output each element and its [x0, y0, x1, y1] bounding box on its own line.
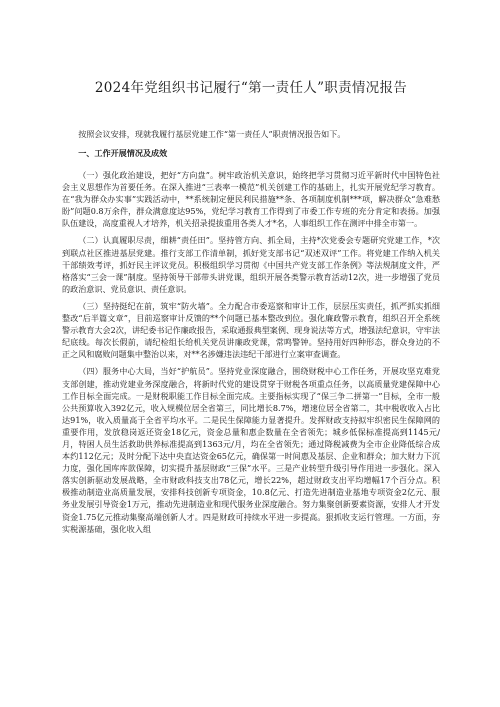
paragraph-duty-performance: （二）认真履职尽责，细耕“责任田”。坚持管方向、抓全局，主持*次党委会专题研究党建工作，*次到联点社区推进基层党建。推行支部工作清单制，抓好党支部书记“双述双评”工作。将党建工作纳入机关干部绩效考评，抓好民主评议党员。积极组织学习贯彻《中国共产党支部工作条例》等法规制度文件，严格落实“三会一课”制度。坚持领导干部带头讲党课，组织开展各类警示教育活动12次，进一步增强了党员的政治意识、党员意识、责任意识。 [62, 235, 440, 294]
intro-paragraph: 按照会议安排，现就我履行基层党建工作“第一责任人”职责情况报告如下。 [78, 129, 346, 139]
report-body [62, 169, 440, 535]
paragraph-political-building: （一）强化政治建设，把好“方向盘”。树牢政治机关意识，始终把学习贯彻习近平新时代中国特色社会主义思想作为首要任务。在深入推进“三表率一模范”机关创建工作的基础上，扎实开展党纪学习教育。在“我为群众办实事”实践活动中，**系统制定便民利民措施**条、各项制度机制***项，解决群众“急难愁盼”问题0.8万余件，群众满意度达95%，党纪学习教育工作得到了市委工作专班的充分肯定和表扬。加强队伍建设，高度重视人才培养，机关招录提拔重用各类人才*名，人事组织工作在测评中排全市第一。 [62, 170, 440, 229]
section-heading: 一、工作开展情况及成效 [78, 148, 168, 158]
paragraph-discipline: （三）坚持挺纪在前，筑牢“防火墙”。全力配合市委巡察和审计工作，层层压实责任，抓严抓实抓细整改“后半篇文章”，目前巡察审计反馈的**个问题已基本整改到位。强化廉政警示教育，组织召开全系统警示教育大会2次，讲纪委书记作廉政报告，采取通报典型案例、现身说法等方式，增强法纪意识，守牢法纪底线。每次长假前，请纪检组长给机关党员讲廉政党课，常鸣警钟。坚持用好四种形态，群众身边的不正之风和腐败问题集中整治以来，对**名涉嫌违法违纪干部进行立案审查调查。 [62, 300, 440, 360]
paragraph-service-center: （四）服务中心大局，当好“护航员”。坚持党业深度融合，围绕财税中心工作任务，开展攻坚克难党支部创建，推动党建业务深度融合，将新时代党的建设贯穿于财税各项重点任务，以高质量党建保障中心工作目标全面完成。一是财税职能工作目标全面完成。主要指标实现了“保三争二拼第一”目标，全市一般公共预算收入392亿元，收入规模位居全省第三，同比增长8.7%，增速位居全省第二，其中税收收入占比达91%，收入质量高于全省平均水平。二是民生保障能力显著提升。发挥财政支持拟牢织密民生保障网的重要作用，发放稳岗返还资金18亿元，资金总量和惠企数量在全省领先；城乡低保标准提高到1145元/月，特困人员生活救助供养标准提高到1363元/月，均在全省领先；通过降税减费为全市企业降低综合成本约112亿元；及时分配下达中央直达资金65亿元，确保第一时间惠及基层、企业和群众；加大财力下沉力度，强化国库库款保障，切实提升基层财政“三保”水平。三是产业转型升级引导作用进一步强化。深入落实创新驱动发展战略，全市财政科技支出78亿元，增长22%，超过财政支出平均增幅17个百分点。积极推动制造业高质量发展，安排科技创新专项资金，10.8亿元、打造先进制造业基地专项资金2亿元、服务业发展引导资金1万元，推动先进制造业和现代服务业深度融合。努力集聚创新要素资源，安排人才开发资金1.75亿元推动集聚高端创新人才。四是财政可持续水平进一步提高。狠抓收支运行管理。一方面，夯实税源基础，强化收入组 [62, 366, 440, 534]
document-title: 2024年党组织书记履行“第一责任人”职责情况报告 [94, 80, 408, 96]
